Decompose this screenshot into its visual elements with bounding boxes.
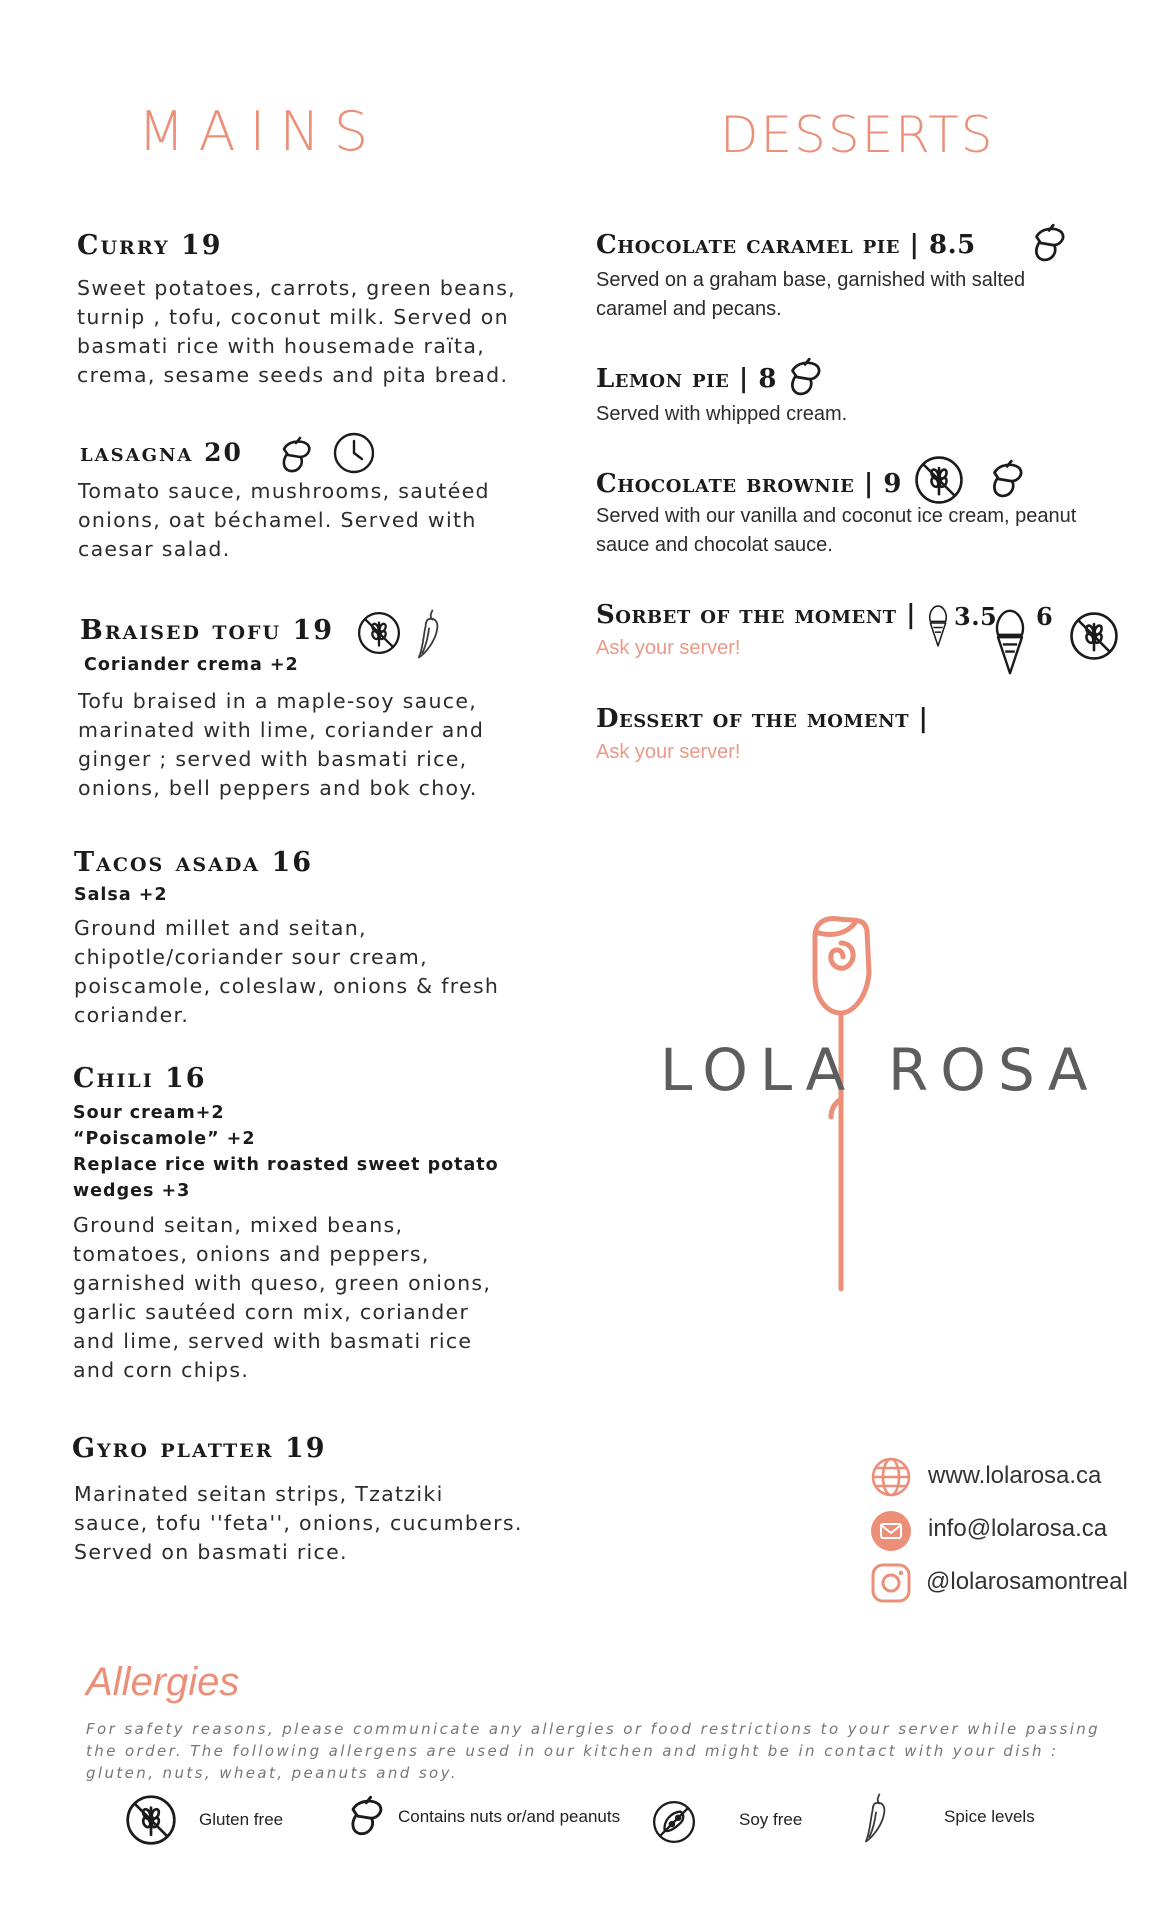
gluten-free-icon (356, 610, 402, 656)
mains-title: MAINS (138, 100, 383, 163)
logo-text-right: ROSA (888, 1036, 1100, 1104)
dish-desc-tacos-asada: Ground millet and seitan, chipotle/coriander sour cream, poiscamole, coleslaw, onions & fresh coriander. (74, 916, 500, 1027)
legend-nuts: Contains nuts or/and peanuts (398, 1807, 621, 1826)
allergies-text: For safety reasons, please communicate any allergies or food restrictions to your server while passing the order. The following allergens are used in our kitchen and might be in contact with your dish : gluten, nuts, wheat, peanuts and soy. (86, 1720, 1101, 1782)
nut-icon (274, 435, 314, 475)
allergies-title: Allergies (86, 1660, 240, 1704)
spice-icon (858, 1790, 894, 1846)
extra-sweet-potato: Replace rice with roasted sweet potato wedges +3 (73, 1155, 499, 1201)
dessert-desc-caramel-pie: Served on a graham base, garnished with salted caramel and pecans. (596, 269, 1026, 320)
nut-icon (782, 356, 824, 398)
gluten-free-icon (1068, 610, 1120, 662)
extra-coriander-crema: Coriander crema +2 (84, 655, 299, 675)
extra-poiscamole: “Poiscamole” +2 (73, 1129, 256, 1149)
gluten-free-icon (124, 1793, 178, 1847)
dish-name-gyro-platter: Gyro platter 19 (72, 1433, 327, 1464)
extra-sour-cream: Sour cream+2 (73, 1103, 225, 1123)
dish-name-lasagna: lasagna 20 (80, 438, 243, 467)
dessert-name-of-the-moment: Dessert of the moment | (596, 704, 929, 734)
dish-name-tacos-asada: Tacos asada 16 (74, 847, 314, 878)
spice-icon (412, 606, 446, 662)
dish-desc-chili: Ground seitan, mixed beans, tomatoes, onions and peppers, garnished with queso, green onions, garlic sautéed corn mix, coriander and lime, served with basmati rice and corn chips. (73, 1213, 492, 1382)
sorbet-ask-server: Ask your server! (596, 637, 741, 659)
nut-icon (1026, 222, 1068, 264)
gluten-free-icon (913, 454, 965, 506)
dessert-name-sorbet: Sorbet of the moment | (596, 600, 917, 630)
soy-free-icon (651, 1799, 697, 1845)
nut-icon (984, 458, 1026, 500)
instagram-link[interactable]: @lolarosamontreal (926, 1568, 1128, 1595)
instagram-icon (870, 1562, 912, 1604)
legend-spice-levels: Spice levels (944, 1807, 1035, 1826)
globe-icon (870, 1456, 912, 1498)
dish-desc-lasagna: Tomato sauce, mushrooms, sautéed onions, oat béchamel. Served with caesar salad. (78, 479, 490, 561)
dessert-desc-lemon-pie: Served with whipped cream. (596, 403, 848, 425)
dish-desc-curry: Sweet potatoes, carrots, green beans, turnip , tofu, coconut milk. Served on basmati rice with housemade raïta, crema, sesame seeds and pita bread. (77, 276, 516, 387)
ice-cream-icon (925, 603, 951, 649)
website-link[interactable]: www.lolarosa.ca (928, 1462, 1102, 1489)
dessert-name-brownie: Chocolate brownie | 9 (596, 469, 903, 499)
dessert-name-caramel-pie: Chocolate caramel pie | 8.5 (596, 230, 976, 260)
extra-salsa: Salsa +2 (74, 885, 168, 905)
dish-name-curry: Curry 19 (77, 230, 223, 261)
sorbet-price-large: 6 (1036, 602, 1054, 631)
dessert-ask-server: Ask your server! (596, 741, 741, 763)
clock-icon (332, 431, 376, 475)
desserts-title: DESSERTS (720, 106, 995, 164)
email-link[interactable]: info@lolarosa.ca (928, 1515, 1108, 1542)
nut-icon (342, 1794, 386, 1838)
email-icon (870, 1510, 912, 1552)
legend-gluten-free: Gluten free (199, 1810, 284, 1829)
rose-icon (805, 913, 877, 1297)
dessert-desc-brownie: Served with our vanilla and coconut ice cream, peanut sauce and chocolat sauce. (596, 505, 1077, 556)
ice-cream-icon (992, 604, 1028, 680)
dish-name-chili: Chili 16 (73, 1063, 207, 1094)
dessert-name-lemon-pie: Lemon pie | 8 (596, 364, 777, 394)
legend-soy-free: Soy free (739, 1810, 803, 1829)
logo-text-left: LOLA (660, 1036, 858, 1104)
dish-desc-gyro-platter: Marinated seitan strips, Tzatziki sauce, tofu ''feta'', onions, cucumbers. Served on basmati rice. (74, 1482, 523, 1564)
sorbet-price-small: 3.5 (954, 602, 998, 631)
dish-desc-braised-tofu: Tofu braised in a maple-soy sauce, marinated with lime, coriander and ginger ; served with basmati rice, onions, bell peppers and bok choy. (78, 689, 485, 800)
dish-name-braised-tofu: Braised tofu 19 (80, 615, 335, 646)
